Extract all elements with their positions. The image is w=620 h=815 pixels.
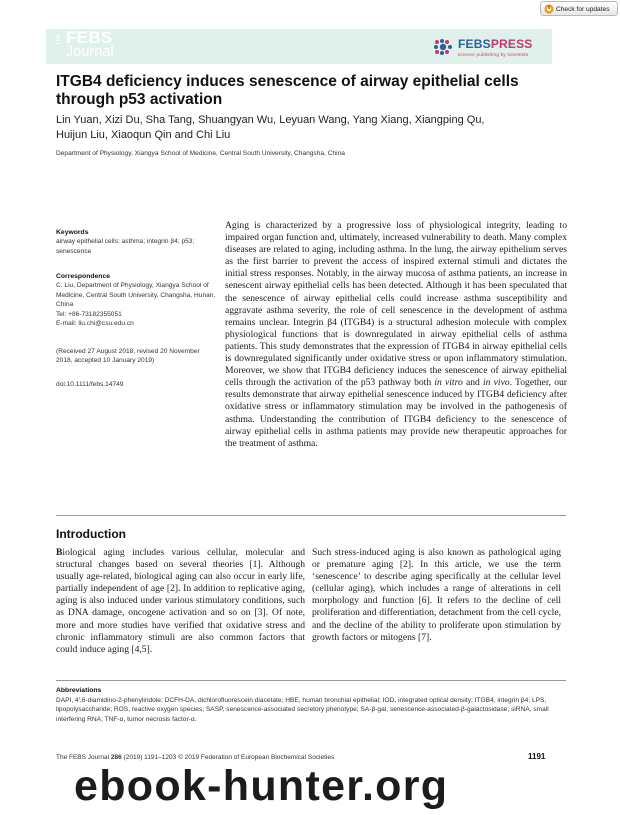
introduction-col2-text: Such stress-induced aging is also known as pathological aging or premature aging [2]. In this article, we use the term ‘senescence’ to describe aging specifically at the cellular level (cellular aging), which includes a range of alterations in cell morphology and function [6]. It refers to the decline of cell proliferation and differentiation, detachment from the cell cycle, and the decline of the ability to proliferate upon stimulation by growth factors or mitogens [7]. xyxy=(312,547,561,643)
page-number: 1191 xyxy=(528,752,546,761)
abbreviations-text: DAPI, 4′,6-diamidino-2-phenylindole; DCFH-DA, dichlorofluorescein diacetate; HBE, human bronchial epithelial; IOD, integrated optical density; ITGB4, integrin β4; LPS, lipopolysaccharide; ROS, reactive oxygen species; SASP, senescence-associated secretory phenotype; SA-β-gal, senescence-associated-β-galactosidase; siRNA, small interfering RNA; TNF-α, tumor necrosis factor-α. xyxy=(56,696,549,723)
page-footer xyxy=(56,754,334,761)
correspondence-heading: Correspondence xyxy=(56,273,111,280)
abstract-part-2: . Together, our results demonstrate that airway epithelial senescence induced by ITGB4 deficiency after oxidative stress or inflammatory stimulation may be involved in the pathogenesis of asthma. Understanding the contribution of ITGB4 deficiency to the senescence of airway epithelial cells in asthma patients may provide new therapeutic approaches for the treatment of asthma. xyxy=(225,377,568,449)
febs-press-febs: FEBS xyxy=(458,37,491,51)
section-divider xyxy=(56,515,566,516)
footer-volume: 286 xyxy=(110,754,122,761)
watermark-text: ebook-hunter.org xyxy=(74,762,449,810)
correspondence-block xyxy=(56,272,216,328)
introduction-heading: Introduction xyxy=(56,527,126,541)
journal-logo-the: The xyxy=(56,34,62,46)
abstract-in-vivo: in vivo xyxy=(483,377,510,389)
abbreviations-heading: Abbreviations xyxy=(56,687,102,694)
keywords-block xyxy=(56,228,216,256)
doi-link[interactable]: doi:10.1111/febs.14749 xyxy=(56,381,124,388)
received-dates: (Received 27 August 2018, revised 20 November 2018, accepted 10 January 2019) xyxy=(56,348,200,365)
keywords-heading: Keywords xyxy=(56,229,89,236)
abbreviations-block xyxy=(56,686,566,724)
abstract-and: and xyxy=(462,377,483,389)
febs-press-press: PRESS xyxy=(490,37,533,51)
introduction-column-2 xyxy=(312,547,561,644)
abstract xyxy=(225,220,567,450)
abbreviations-divider xyxy=(56,680,566,681)
keywords-text: airway epithelial cells; asthma; integrin β4; p53; senescence xyxy=(56,238,195,255)
febs-press-tagline: science publishing by scientists xyxy=(458,52,529,57)
introduction-column-1 xyxy=(56,547,305,656)
correspondence-tel: Tel: +86-73182355051 xyxy=(56,310,122,318)
correspondence-email[interactable]: E-mail: liu.chi@csu.edu.cn xyxy=(56,320,134,328)
journal-logo-febs: FEBS xyxy=(66,28,113,47)
affiliation: Department of Physiology, Xiangya School of Medicine, Central South University, Changsha, China xyxy=(56,150,345,157)
dropcap: B xyxy=(56,547,63,558)
author-list: Lin Yuan, Xizi Du, Sha Tang, Shuangyan Wu, Leyuan Wang, Yang Xiang, Xiangping Qu, Huijun Liu, Xiaoqun Qin and Chi Liu xyxy=(56,114,485,141)
journal-logo-journal: Journal xyxy=(66,44,114,60)
abstract-in-vitro: in vitro xyxy=(434,377,463,389)
introduction-col1-text: iological aging includes various cellular, molecular and structural changes based on several theories [1]. Although usually age-related, biological aging can also occur in early life, partially independent of age [2]. In addition to replicative aging, aging is also induced under various stimulatory conditions, such as DNA damage, oncogene activation and so on [3]. Of note, more and more studies have verified that oxidative stress and chronic inflammatory stimuli are also common factors that could induce aging [4,5]. xyxy=(56,547,305,655)
article-title: ITGB4 deficiency induces senescence of airway epithelial cells through p53 activation xyxy=(56,73,519,108)
correspondence-address: C. Liu, Department of Physiology, Xiangya School of Medicine, Central South University, Changsha, Hunan, China xyxy=(56,282,216,309)
check-for-updates-button[interactable] xyxy=(540,1,618,16)
abstract-part-1: Aging is characterized by a progressive loss of physiological integrity, leading to impaired organ function and, ultimately, increased vulnerability to death. Many complex diseases are related to aging, including asthma. In the lung, the airway epithelium serves as the first barrier to prevent the access of inspired external stimuli and dictates the initial stress responses. Notably, in the airway mucosa of asthma patients, an increase in senescent airway epithelial cells has been detected. Although it has been speculated that the senescence of airway epithelial cells could increase asthma susceptibility and aggravate asthma severity, the role of cell senescence in the development of asthma remains unclear. Integrin β4 (ITGB4) is a structural adhesion molecule with complex physiological functions that is downregulated in airway epithelial cells of asthma patients. This study demonstrates that the expression of ITGB4 in airway epithelial cells is downregulated significantly under oxidative stress or upon inflammatory stimulation. Moreover, we show that ITGB4 deficiency induces the senescence of airway epithelial cells through the activation of the p53 pathway both xyxy=(225,220,567,389)
febs-press-wordmark xyxy=(458,37,533,51)
update-badge-icon xyxy=(544,4,554,14)
footer-rest: (2019) 1191–1203 © 2019 Federation of European Biochemical Societies xyxy=(121,754,335,761)
footer-journal: The FEBS Journal xyxy=(56,754,110,761)
febs-press-logo-icon xyxy=(433,38,453,56)
check-for-updates-label: Check for updates xyxy=(556,6,610,13)
